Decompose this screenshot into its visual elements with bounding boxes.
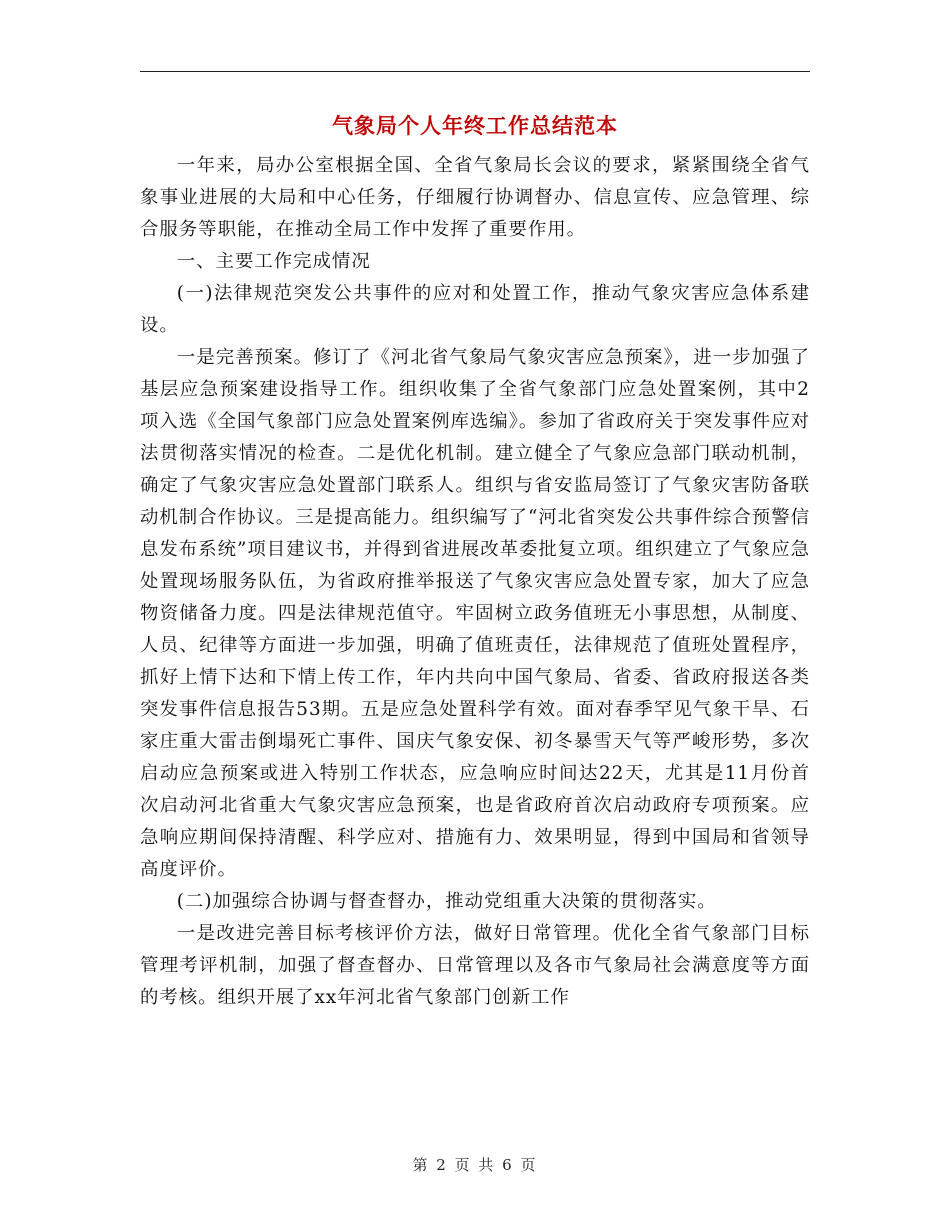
paragraph-intro: 一年来，局办公室根据全国、全省气象局长会议的要求，紧紧围绕全省气象事业进展的大局和中心任务，仔细履行协调督办、信息宣传、应急管理、综合服务等职能，在推动全局工作中发挥了重要作用。 [140,155,810,240]
subsection-heading: (一)法律规范突发公共事件的应对和处置工作，推动气象灾害应急体系建设。 [140,283,810,336]
paragraph: 一是改进完善目标考核评价方法，做好日常管理。优化全省气象部门目标管理考评机制，加强了督查督办、日常管理以及各市气象局社会满意度等方面的考核。组织开展了xx年河北省气象部门创新工作 [140,923,810,1008]
page-footer: 第 2 页 共 6 页 [412,1156,538,1174]
section-heading: 一、主要工作完成情况 [176,251,371,272]
paragraph: 一是完善预案。修订了《河北省气象局气象灾害应急预案》，进一步加强了基层应急预案建设指导工作。组织收集了全省气象部门应急处置案例，其中2项入选《全国气象部门应急处置案例库选编》。参加了省政府关于突发事件应对法贯彻落实情况的检查。二是优化机制。建立健全了气象应急部门联动机制，确定了气象灾害应急处置部门联系人。组织与省安监局签订了气象灾害防备联动机制合作协议。三是提高能力。组织编写了“河北省突发公共事件综合预警信息发布系统”项目建议书，并得到省进展改革委批复立项。组织建立了气象应急处置现场服务队伍，为省政府推举报送了气象灾害应急处置专家，加大了应急物资储备力度。四是法律规范值守。牢固树立政务值班无小事思想，从制度、人员、纪律等方面进一步加强，明确了值班责任，法律规范了值班处置程序，抓好上情下达和下情上传工作，年内共向中国气象局、省委、省政府报送各类突发事件信息报告53期。五是应急处置科学有效。面对春季罕见气象干旱、石家庄重大雷击倒塌死亡事件、国庆气象安保、初冬暴雪天气等严峻形势，多次启动应急预案或进入特别工作状态，应急响应时间达22天，尤其是11月份首次启动河北省重大气象灾害应急预案，也是省政府首次启动政府专项预案。应急响应期间保持清醒、科学应对、措施有力、效果明显，得到中国局和省领导高度评价。 [140,347,810,880]
header-rule [140,71,810,72]
subsection-heading: (二)加强综合协调与督查督办，推动党组重大决策的贯彻落实。 [176,891,717,912]
document-body [140,150,810,1014]
document-title: 气象局个人年终工作总结范本 [332,113,618,138]
